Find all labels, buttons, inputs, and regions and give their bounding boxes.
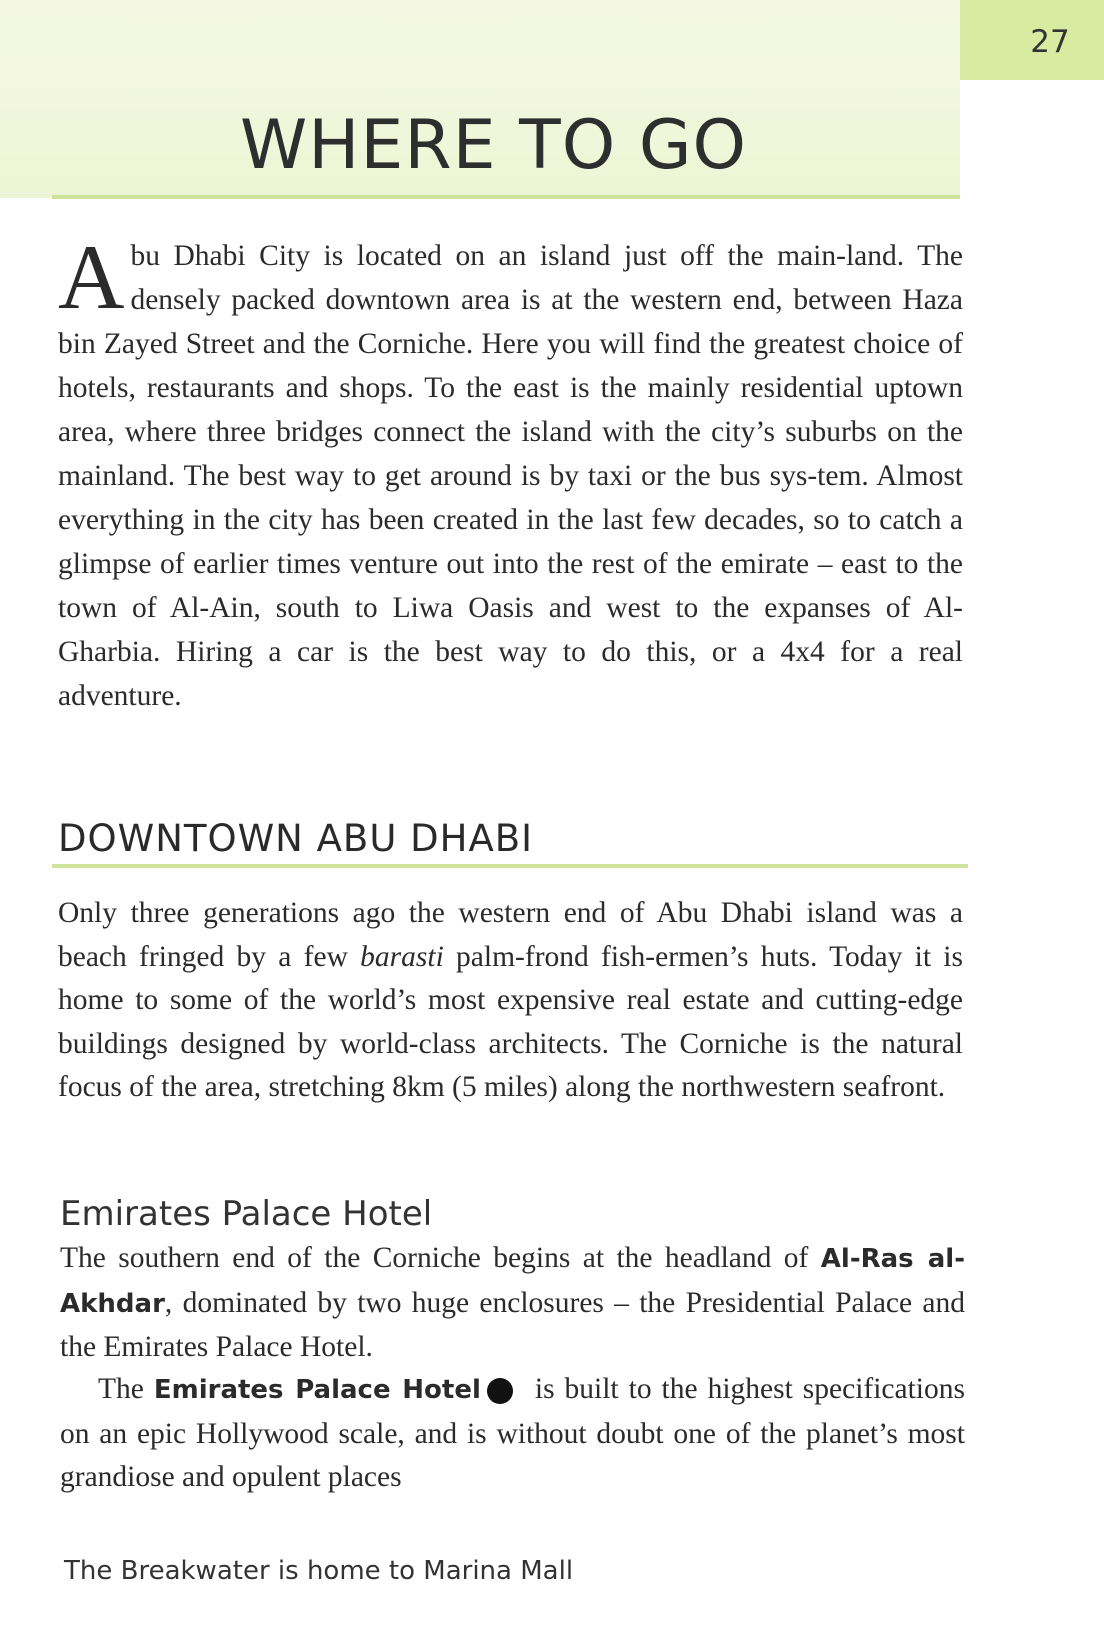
para2-text-end: is built to the highest specifications on an epic Hollywood scale, and is without doubt one of the planet’s most grandiose and opulent places <box>60 1373 965 1493</box>
section-text-end: palm-frond fish-ermen’s huts. Today it is home to some of the world’s most expensive real estate and cutting-edge buildings designed by world-class architects. The Corniche is the natural focus of the area, stretching 8km (5 miles) along the northwestern seafront. <box>58 940 963 1103</box>
chapter-title-rule <box>52 195 960 199</box>
subsection-paragraph-2 <box>60 1368 965 1500</box>
para1-text-start: The southern end of the Corniche begins at the headland of <box>60 1242 821 1274</box>
para2-text-start: The <box>98 1373 154 1405</box>
section-heading-rule <box>52 864 968 868</box>
section-paragraph <box>58 892 963 1110</box>
intro-paragraph <box>58 226 963 718</box>
chapter-title: WHERE TO GO <box>240 106 748 185</box>
intro-text: bu Dhabi City is located on an island just off the main-land. The densely packed downtown area is at the western end, between Haza bin Zayed Street and the Corniche. Here you will find the greatest choice of hotels, restaurants and shops. To the east is the mainly residential uptown area, where three bridges connect the island with the city’s suburbs on the mainland. The best way to get around is by taxi or the bus sys-tem. Almost everything in the city has been created in the last few decades, so to catch a glimpse of earlier times venture out into the rest of the emirate – east to the town of Al-Ain, south to Liwa Oasis and west to the expanses of Al-Gharbia. Hiring a car is the best way to do this, or a 4x4 for a real adventure. <box>58 240 963 712</box>
para2-bold-term: Emirates Palace Hotel <box>153 1375 481 1405</box>
section-text-start: Only three generations ago the western end of Abu Dhabi island was a beach fringed by a few <box>58 897 963 973</box>
section-heading: DOWNTOWN ABU DHABI <box>58 817 534 860</box>
para1-text-end: , dominated by two huge enclosures – the Presidential Palace and the Emirates Palace Hotel. <box>60 1286 965 1363</box>
para1-bold-term: Al-Ras al-Akhdar <box>60 1244 965 1319</box>
page-number-box <box>960 0 1104 80</box>
map-reference-badge: 1 <box>487 1378 513 1404</box>
subsection-paragraph-1 <box>60 1237 965 1370</box>
photo-caption: The Breakwater is home to Marina Mall <box>64 1556 574 1586</box>
subsection-heading: Emirates Palace Hotel <box>60 1194 433 1234</box>
page-number: 27 <box>1030 24 1070 60</box>
drop-cap: A <box>58 226 125 328</box>
section-italic-term: barasti <box>360 940 444 973</box>
